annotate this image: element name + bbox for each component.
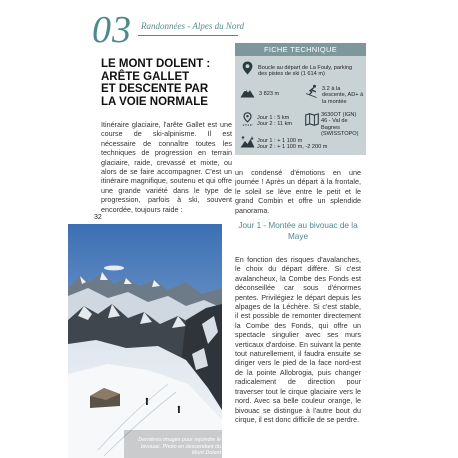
map-references: 3630OT (IGN) 46 - Val de Bagnes (SWISSTOPO) (321, 112, 359, 137)
route-title-line: ARÊTE GALLET (101, 70, 190, 83)
route-icon (241, 112, 254, 127)
photo-caption: Dernières images pour rejoindre le bivouac. Photo en descendant du Mont Dolent (138, 437, 221, 457)
start-point: Boucle au départ de La Fouly, parking des pistes de ski (1 614 m) (258, 65, 353, 78)
mountain-icon (240, 86, 255, 98)
route-title-line: ET DESCENTE PAR (101, 83, 209, 95)
elevation-gain: Jour 1 : + 1 100 m Jour 2 : + 1 100 m, -2 200 m (257, 138, 328, 151)
location-pin-icon (242, 61, 253, 75)
continued-paragraph: un condensé d'émotions en une journée ! Après un départ à la frontale, le soleil se lève entre le petit et le grand Combin et offre un splendide panorama. (235, 168, 361, 215)
route-title-line: LA VOIE NORMALE (101, 95, 208, 108)
mountain-photo (68, 224, 222, 458)
summit-altitude: 3 823 m (259, 91, 280, 97)
skier-icon (305, 84, 319, 98)
chapter-number: 03 (92, 9, 132, 51)
intro-paragraph: Itinéraire glaciaire, l'arête Gallet est une course de ski-alpinisme. Il est nécessaire de connaître toutes les techniques de progression en terrain glaciaire, raide, crevassé et mixte, ou alors de se faire accompagner. C'est un itinéraire magnifique, soutenu et qui offre une grande variété dans le type de progression, parfois à ski, souvent encordée, toujours raide : (101, 120, 232, 214)
technical-sheet-heading: FICHE TECHNIQUE (235, 43, 366, 56)
route-title-line: LE MONT DOLENT : (101, 58, 211, 70)
route-title (101, 58, 241, 108)
chapter-divider (138, 35, 238, 36)
difficulty-grade: 3.2 à la descente, AD+ à la montée (322, 86, 364, 105)
day-one-heading: Jour 1 - Montée au bivouac de la Maye (238, 221, 358, 241)
day-distances: Jour 1 : 5 km Jour 2 : 11 km (257, 115, 293, 128)
chapter-title: Randonnées - Alpes du Nord (141, 21, 244, 31)
day-one-paragraph: En fonction des risques d'avalanches, le choix du départ diffère. Si c'est avalancheux, la Combe des Fonds est déconseillée car sous d'énormes pentes. Privilégiez le départ depuis les alpages de la Léchère. Si c'est stable, il est possible de remonter directement la Combe des Fonds, qui offre un spectacle singulier avec ses murs verticaux d'ardoise. En suivant la pente tout naturellement, il faudra ensuite se diriger vers le pied de la face nord-est de la pointe Allobrogia, puis changer radicalement de direction pour traverser tout le cirque glaciaire vers le nord. Avec sa belle couleur orange, le bivouac se distingue à l'autre bout du cirque, il est donc difficile de se perdre. (235, 255, 361, 424)
page-number: 32 (94, 214, 102, 221)
elevation-icon (240, 136, 255, 148)
technical-sheet (235, 43, 366, 155)
map-icon (305, 113, 319, 126)
